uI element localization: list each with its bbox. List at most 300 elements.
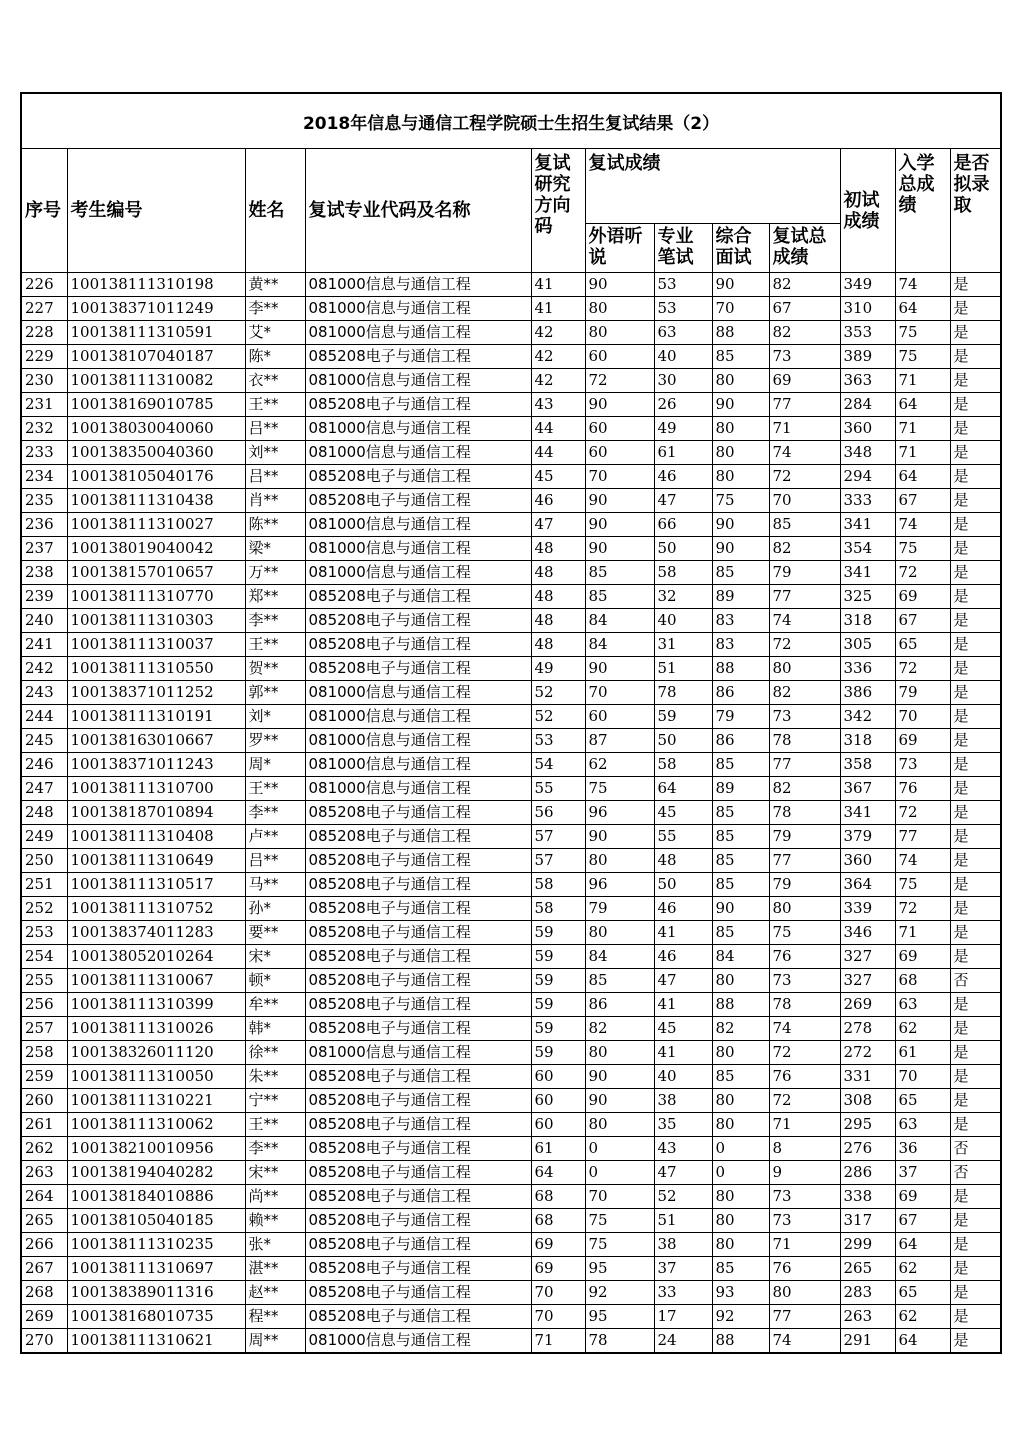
major-cell: 085208电子与通信工程: [305, 873, 531, 897]
name-cell: 周**: [245, 1329, 305, 1354]
direction-cell: 71: [531, 1329, 585, 1354]
major-cell: 085208电子与通信工程: [305, 1185, 531, 1209]
admit-cell: 是: [950, 513, 1001, 537]
foreign-cell: 85: [585, 969, 654, 993]
table-row: [21, 705, 1001, 729]
name-cell: 赵**: [245, 1281, 305, 1305]
written-cell: 43: [654, 1137, 712, 1161]
retest-total-cell: 80: [769, 1281, 840, 1305]
table-row: [21, 1065, 1001, 1089]
major-cell: 085208电子与通信工程: [305, 897, 531, 921]
header-foreign: 外语听说: [585, 224, 654, 273]
interview-cell: 85: [712, 1065, 769, 1089]
seq-cell: 234: [21, 465, 67, 489]
total-cell: 75: [895, 345, 950, 369]
initial-cell: 339: [840, 897, 895, 921]
seq-cell: 269: [21, 1305, 67, 1329]
seq-cell: 260: [21, 1089, 67, 1113]
foreign-cell: 70: [585, 681, 654, 705]
name-cell: 梁*: [245, 537, 305, 561]
admit-cell: 是: [950, 1281, 1001, 1305]
retest-total-cell: 77: [769, 1305, 840, 1329]
initial-cell: 342: [840, 705, 895, 729]
foreign-cell: 92: [585, 1281, 654, 1305]
retest-total-cell: 74: [769, 1017, 840, 1041]
foreign-cell: 72: [585, 369, 654, 393]
foreign-cell: 0: [585, 1137, 654, 1161]
total-cell: 63: [895, 993, 950, 1017]
id-cell: 100138111310697: [67, 1257, 245, 1281]
major-cell: 085208电子与通信工程: [305, 633, 531, 657]
table-row: [21, 945, 1001, 969]
retest-total-cell: 72: [769, 465, 840, 489]
direction-cell: 60: [531, 1065, 585, 1089]
total-cell: 76: [895, 777, 950, 801]
total-cell: 70: [895, 705, 950, 729]
direction-cell: 57: [531, 825, 585, 849]
initial-cell: 364: [840, 873, 895, 897]
direction-cell: 60: [531, 1089, 585, 1113]
name-cell: 李**: [245, 801, 305, 825]
initial-cell: 336: [840, 657, 895, 681]
direction-cell: 49: [531, 657, 585, 681]
total-cell: 64: [895, 465, 950, 489]
table-row: [21, 1089, 1001, 1113]
name-cell: 刘**: [245, 441, 305, 465]
retest-total-cell: 70: [769, 489, 840, 513]
id-cell: 100138107040187: [67, 345, 245, 369]
admit-cell: 是: [950, 993, 1001, 1017]
total-cell: 79: [895, 681, 950, 705]
total-cell: 72: [895, 561, 950, 585]
admit-cell: 是: [950, 321, 1001, 345]
table-row: [21, 609, 1001, 633]
interview-cell: 90: [712, 537, 769, 561]
initial-cell: 310: [840, 297, 895, 321]
id-cell: 100138194040282: [67, 1161, 245, 1185]
id-cell: 100138371011243: [67, 753, 245, 777]
table-row: [21, 825, 1001, 849]
name-cell: 宋**: [245, 1161, 305, 1185]
id-cell: 100138184010886: [67, 1185, 245, 1209]
written-cell: 38: [654, 1089, 712, 1113]
admit-cell: 是: [950, 1257, 1001, 1281]
direction-cell: 42: [531, 345, 585, 369]
direction-cell: 61: [531, 1137, 585, 1161]
written-cell: 41: [654, 1041, 712, 1065]
retest-total-cell: 79: [769, 561, 840, 585]
direction-cell: 64: [531, 1161, 585, 1185]
header-admit: 是否拟录取: [950, 149, 1001, 273]
admit-cell: 是: [950, 801, 1001, 825]
id-cell: 100138111310408: [67, 825, 245, 849]
interview-cell: 89: [712, 585, 769, 609]
id-cell: 100138111310235: [67, 1233, 245, 1257]
name-cell: 朱**: [245, 1065, 305, 1089]
foreign-cell: 82: [585, 1017, 654, 1041]
interview-cell: 80: [712, 969, 769, 993]
direction-cell: 59: [531, 921, 585, 945]
interview-cell: 80: [712, 1233, 769, 1257]
retest-total-cell: 74: [769, 609, 840, 633]
id-cell: 100138163010667: [67, 729, 245, 753]
initial-cell: 353: [840, 321, 895, 345]
header-interview: 综合面试: [712, 224, 769, 273]
interview-cell: 0: [712, 1161, 769, 1185]
seq-cell: 259: [21, 1065, 67, 1089]
table-row: [21, 1041, 1001, 1065]
seq-cell: 237: [21, 537, 67, 561]
direction-cell: 70: [531, 1305, 585, 1329]
total-cell: 63: [895, 1113, 950, 1137]
retest-total-cell: 77: [769, 753, 840, 777]
admit-cell: 是: [950, 1065, 1001, 1089]
total-cell: 71: [895, 369, 950, 393]
direction-cell: 48: [531, 585, 585, 609]
major-cell: 085208电子与通信工程: [305, 489, 531, 513]
major-cell: 085208电子与通信工程: [305, 1233, 531, 1257]
seq-cell: 230: [21, 369, 67, 393]
foreign-cell: 60: [585, 705, 654, 729]
initial-cell: 283: [840, 1281, 895, 1305]
id-cell: 100138111310303: [67, 609, 245, 633]
table-row: [21, 1329, 1001, 1354]
interview-cell: 83: [712, 633, 769, 657]
initial-cell: 358: [840, 753, 895, 777]
seq-cell: 263: [21, 1161, 67, 1185]
direction-cell: 69: [531, 1257, 585, 1281]
written-cell: 17: [654, 1305, 712, 1329]
retest-total-cell: 77: [769, 393, 840, 417]
id-cell: 100138111310026: [67, 1017, 245, 1041]
id-cell: 100138111310050: [67, 1065, 245, 1089]
total-cell: 62: [895, 1305, 950, 1329]
name-cell: 吕**: [245, 417, 305, 441]
id-cell: 100138111310198: [67, 273, 245, 297]
initial-cell: 327: [840, 945, 895, 969]
direction-cell: 59: [531, 1017, 585, 1041]
major-cell: 081000信息与通信工程: [305, 1329, 531, 1354]
retest-total-cell: 85: [769, 513, 840, 537]
total-cell: 74: [895, 273, 950, 297]
id-cell: 100138187010894: [67, 801, 245, 825]
total-cell: 71: [895, 921, 950, 945]
header-id: 考生编号: [67, 149, 245, 273]
major-cell: 085208电子与通信工程: [305, 393, 531, 417]
interview-cell: 0: [712, 1137, 769, 1161]
admit-cell: 否: [950, 1137, 1001, 1161]
id-cell: 100138105040185: [67, 1209, 245, 1233]
foreign-cell: 90: [585, 513, 654, 537]
interview-cell: 86: [712, 729, 769, 753]
table-row: [21, 1185, 1001, 1209]
retest-total-cell: 76: [769, 945, 840, 969]
written-cell: 26: [654, 393, 712, 417]
seq-cell: 247: [21, 777, 67, 801]
retest-total-cell: 73: [769, 705, 840, 729]
name-cell: 张*: [245, 1233, 305, 1257]
interview-cell: 90: [712, 897, 769, 921]
seq-cell: 246: [21, 753, 67, 777]
total-cell: 61: [895, 1041, 950, 1065]
id-cell: 100138111310037: [67, 633, 245, 657]
direction-cell: 57: [531, 849, 585, 873]
interview-cell: 80: [712, 465, 769, 489]
id-cell: 100138111310027: [67, 513, 245, 537]
table-row: [21, 753, 1001, 777]
interview-cell: 86: [712, 681, 769, 705]
initial-cell: 308: [840, 1089, 895, 1113]
interview-cell: 85: [712, 561, 769, 585]
interview-cell: 85: [712, 801, 769, 825]
id-cell: 100138111310062: [67, 1113, 245, 1137]
interview-cell: 80: [712, 417, 769, 441]
retest-total-cell: 74: [769, 441, 840, 465]
seq-cell: 249: [21, 825, 67, 849]
retest-total-cell: 9: [769, 1161, 840, 1185]
major-cell: 085208电子与通信工程: [305, 921, 531, 945]
admit-cell: 是: [950, 1209, 1001, 1233]
interview-cell: 88: [712, 1329, 769, 1354]
seq-cell: 244: [21, 705, 67, 729]
name-cell: 郑**: [245, 585, 305, 609]
admit-cell: 是: [950, 825, 1001, 849]
admit-cell: 是: [950, 633, 1001, 657]
name-cell: 陈*: [245, 345, 305, 369]
interview-cell: 84: [712, 945, 769, 969]
id-cell: 100138168010735: [67, 1305, 245, 1329]
retest-total-cell: 72: [769, 1041, 840, 1065]
admit-cell: 是: [950, 1185, 1001, 1209]
total-cell: 65: [895, 1089, 950, 1113]
major-cell: 085208电子与通信工程: [305, 1281, 531, 1305]
admit-cell: 是: [950, 657, 1001, 681]
foreign-cell: 90: [585, 1065, 654, 1089]
admit-cell: 是: [950, 1329, 1001, 1354]
table-row: [21, 849, 1001, 873]
admit-cell: 是: [950, 1041, 1001, 1065]
seq-cell: 228: [21, 321, 67, 345]
table-row: [21, 1257, 1001, 1281]
name-cell: 万**: [245, 561, 305, 585]
direction-cell: 48: [531, 537, 585, 561]
name-cell: 宋*: [245, 945, 305, 969]
retest-total-cell: 71: [769, 417, 840, 441]
written-cell: 52: [654, 1185, 712, 1209]
table-row: [21, 393, 1001, 417]
total-cell: 69: [895, 945, 950, 969]
admit-cell: 是: [950, 297, 1001, 321]
name-cell: 贺**: [245, 657, 305, 681]
header-direction: 复试研究方向码: [531, 149, 585, 273]
table-row: [21, 681, 1001, 705]
table-row: [21, 969, 1001, 993]
retest-total-cell: 77: [769, 849, 840, 873]
retest-total-cell: 73: [769, 345, 840, 369]
total-cell: 74: [895, 513, 950, 537]
admit-cell: 是: [950, 585, 1001, 609]
retest-total-cell: 69: [769, 369, 840, 393]
interview-cell: 85: [712, 849, 769, 873]
major-cell: 085208电子与通信工程: [305, 1113, 531, 1137]
seq-cell: 232: [21, 417, 67, 441]
interview-cell: 70: [712, 297, 769, 321]
foreign-cell: 80: [585, 297, 654, 321]
direction-cell: 48: [531, 633, 585, 657]
direction-cell: 52: [531, 681, 585, 705]
table-row: [21, 537, 1001, 561]
direction-cell: 52: [531, 705, 585, 729]
direction-cell: 59: [531, 945, 585, 969]
total-cell: 72: [895, 897, 950, 921]
interview-cell: 88: [712, 321, 769, 345]
table-row: [21, 345, 1001, 369]
retest-total-cell: 74: [769, 1329, 840, 1354]
name-cell: 卢**: [245, 825, 305, 849]
interview-cell: 83: [712, 609, 769, 633]
major-cell: 081000信息与通信工程: [305, 705, 531, 729]
id-cell: 100138169010785: [67, 393, 245, 417]
initial-cell: 265: [840, 1257, 895, 1281]
initial-cell: 263: [840, 1305, 895, 1329]
written-cell: 51: [654, 1209, 712, 1233]
id-cell: 100138111310399: [67, 993, 245, 1017]
total-cell: 64: [895, 1329, 950, 1354]
total-cell: 75: [895, 537, 950, 561]
initial-cell: 346: [840, 921, 895, 945]
id-cell: 100138111310221: [67, 1089, 245, 1113]
retest-total-cell: 71: [769, 1113, 840, 1137]
name-cell: 肖**: [245, 489, 305, 513]
retest-total-cell: 78: [769, 993, 840, 1017]
name-cell: 艾*: [245, 321, 305, 345]
initial-cell: 360: [840, 417, 895, 441]
initial-cell: 327: [840, 969, 895, 993]
interview-cell: 90: [712, 513, 769, 537]
table-row: [21, 729, 1001, 753]
total-cell: 73: [895, 753, 950, 777]
foreign-cell: 0: [585, 1161, 654, 1185]
major-cell: 085208电子与通信工程: [305, 993, 531, 1017]
major-cell: 085208电子与通信工程: [305, 825, 531, 849]
direction-cell: 44: [531, 441, 585, 465]
written-cell: 46: [654, 465, 712, 489]
foreign-cell: 80: [585, 1041, 654, 1065]
table-row: [21, 801, 1001, 825]
foreign-cell: 87: [585, 729, 654, 753]
written-cell: 55: [654, 825, 712, 849]
id-cell: 100138111310517: [67, 873, 245, 897]
foreign-cell: 90: [585, 273, 654, 297]
written-cell: 58: [654, 753, 712, 777]
major-cell: 081000信息与通信工程: [305, 441, 531, 465]
major-cell: 081000信息与通信工程: [305, 273, 531, 297]
seq-cell: 238: [21, 561, 67, 585]
direction-cell: 47: [531, 513, 585, 537]
foreign-cell: 79: [585, 897, 654, 921]
retest-total-cell: 73: [769, 1185, 840, 1209]
initial-cell: 389: [840, 345, 895, 369]
initial-cell: 278: [840, 1017, 895, 1041]
total-cell: 67: [895, 1209, 950, 1233]
total-cell: 72: [895, 801, 950, 825]
major-cell: 081000信息与通信工程: [305, 561, 531, 585]
seq-cell: 253: [21, 921, 67, 945]
table-row: [21, 1017, 1001, 1041]
seq-cell: 240: [21, 609, 67, 633]
direction-cell: 43: [531, 393, 585, 417]
id-cell: 100138105040176: [67, 465, 245, 489]
id-cell: 100138374011283: [67, 921, 245, 945]
id-cell: 100138111310770: [67, 585, 245, 609]
admit-cell: 是: [950, 753, 1001, 777]
page-title: 2018年信息与通信工程学院硕士生招生复试结果（2）: [21, 93, 1001, 149]
total-cell: 36: [895, 1137, 950, 1161]
initial-cell: 295: [840, 1113, 895, 1137]
foreign-cell: 62: [585, 753, 654, 777]
written-cell: 64: [654, 777, 712, 801]
total-cell: 62: [895, 1257, 950, 1281]
id-cell: 100138111310191: [67, 705, 245, 729]
admit-cell: 是: [950, 1089, 1001, 1113]
interview-cell: 90: [712, 273, 769, 297]
direction-cell: 59: [531, 1041, 585, 1065]
admit-cell: 是: [950, 849, 1001, 873]
interview-cell: 85: [712, 825, 769, 849]
admit-cell: 是: [950, 873, 1001, 897]
name-cell: 李**: [245, 609, 305, 633]
total-cell: 74: [895, 849, 950, 873]
direction-cell: 58: [531, 897, 585, 921]
id-cell: 100138389011316: [67, 1281, 245, 1305]
written-cell: 50: [654, 873, 712, 897]
foreign-cell: 96: [585, 801, 654, 825]
table-row: [21, 897, 1001, 921]
seq-cell: 250: [21, 849, 67, 873]
initial-cell: 348: [840, 441, 895, 465]
written-cell: 38: [654, 1233, 712, 1257]
seq-cell: 266: [21, 1233, 67, 1257]
seq-cell: 231: [21, 393, 67, 417]
admit-cell: 是: [950, 1305, 1001, 1329]
direction-cell: 56: [531, 801, 585, 825]
retest-total-cell: 82: [769, 273, 840, 297]
direction-cell: 58: [531, 873, 585, 897]
foreign-cell: 90: [585, 393, 654, 417]
written-cell: 40: [654, 345, 712, 369]
direction-cell: 55: [531, 777, 585, 801]
seq-cell: 245: [21, 729, 67, 753]
name-cell: 牟**: [245, 993, 305, 1017]
written-cell: 58: [654, 561, 712, 585]
major-cell: 081000信息与通信工程: [305, 1041, 531, 1065]
major-cell: 085208电子与通信工程: [305, 1305, 531, 1329]
initial-cell: 294: [840, 465, 895, 489]
table-row: [21, 297, 1001, 321]
interview-cell: 85: [712, 753, 769, 777]
admit-cell: 否: [950, 969, 1001, 993]
major-cell: 085208电子与通信工程: [305, 849, 531, 873]
table-row: [21, 1161, 1001, 1185]
written-cell: 48: [654, 849, 712, 873]
id-cell: 100138111310550: [67, 657, 245, 681]
interview-cell: 92: [712, 1305, 769, 1329]
name-cell: 要**: [245, 921, 305, 945]
major-cell: 085208电子与通信工程: [305, 945, 531, 969]
written-cell: 41: [654, 993, 712, 1017]
foreign-cell: 75: [585, 1209, 654, 1233]
admit-cell: 是: [950, 561, 1001, 585]
